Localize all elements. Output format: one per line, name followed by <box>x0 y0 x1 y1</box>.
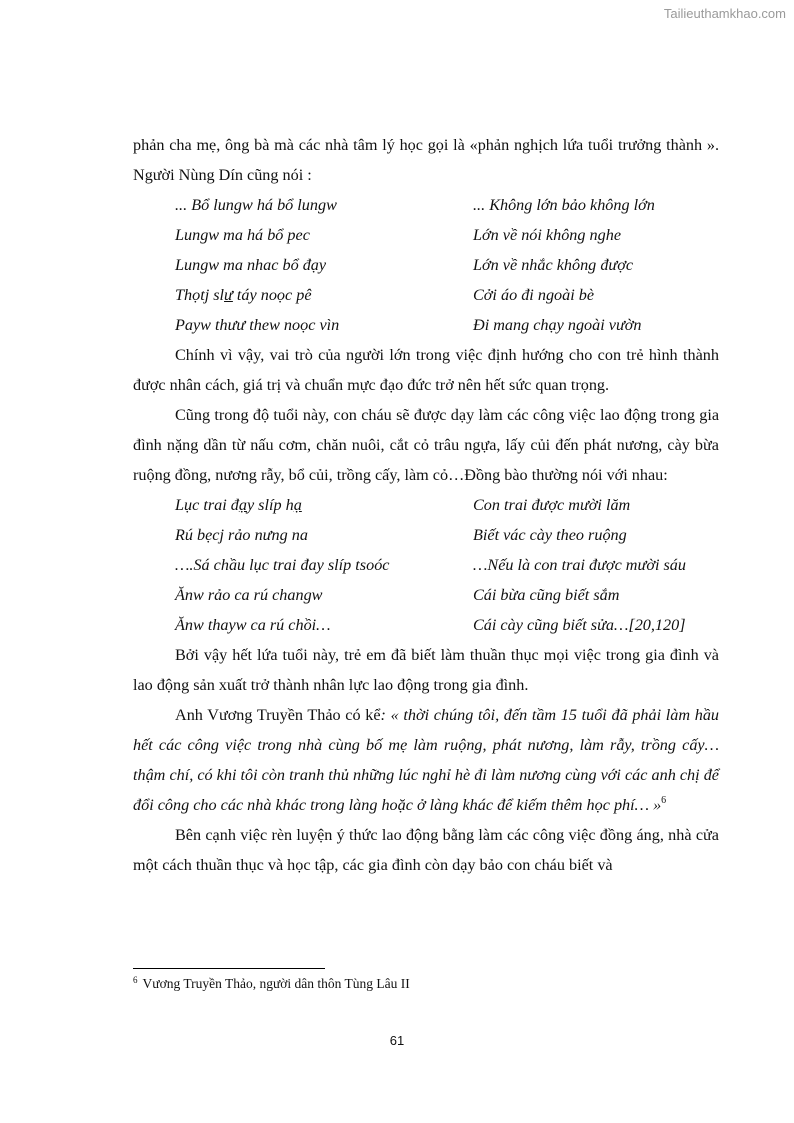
poem-line-translation: Cái cày cũng biết sửa…[20,120] <box>473 616 686 634</box>
interview-quote: : « thời chúng tôi, đến tầm 15 tuổi đã phải làm hầu hết các công việc trong nhà cùng bố mẹ làm ruộng, phát nương, làm rẫy, trồng cấy… thậm chí, có khi tôi còn tranh thủ những lúc nghỉ hè đi làm nương cùng với các anh chị để đổi công cho các nhà khác trong làng hoặc ở làng khác để kiếm thêm học phí… » <box>133 706 720 814</box>
poem-row <box>133 250 719 280</box>
poem-line-translation: ... Không lớn bảo không lớn <box>473 196 655 214</box>
poem-line-nung: ….Sá chầu lục trai đay slíp tsoóc <box>175 556 390 574</box>
poem-line-translation: Con trai được mười lăm <box>473 496 631 514</box>
poem-row <box>133 520 719 550</box>
paragraph-2: Chính vì vậy, vai trò của người lớn trong việc định hướng cho con trẻ hình thành được nhân cách, giá trị và chuẩn mực đạo đức trở nên hết sức quan trọng. <box>133 346 719 394</box>
footnote <box>133 975 410 993</box>
paragraph-intro: phản cha mẹ, ông bà mà các nhà tâm lý học gọi là «phản nghịch lứa tuổi trưởng thành ». Người Nùng Dín cũng nói : <box>133 136 719 184</box>
quote-lead: Anh Vương Truyền Thảo có kể <box>175 706 381 724</box>
footnote-number: 6 <box>133 975 138 985</box>
poem-line-translation: …Nếu là con trai được mười sáu <box>473 556 686 574</box>
poem-line-nung: Thọtj slư táy noọc pê <box>175 286 312 304</box>
poem-row <box>133 550 719 580</box>
poem-1 <box>133 190 719 340</box>
paragraph-6: Bên cạnh việc rèn luyện ý thức lao động bằng làm các công việc đồng áng, nhà cửa một cách thuần thục và học tập, các gia đình còn dạy bảo con cháu biết và <box>133 826 719 874</box>
footnote-divider <box>133 968 325 969</box>
poem-line-nung: Lungw ma nhac bổ đạy <box>175 256 327 274</box>
poem-row <box>133 280 719 310</box>
poem-line-nung: Rú bẹcj rảo nưng na <box>175 526 308 544</box>
poem-line-translation: Cái bừa cũng biết sắm <box>473 586 620 604</box>
poem-line-translation: Biết vác cày theo ruộng <box>473 526 627 544</box>
paragraph-4: Bởi vậy hết lứa tuổi này, trẻ em đã biết làm thuần thục mọi việc trong gia đình và lao động sản xuất trở thành nhân lực lao động trong gia đình. <box>133 646 719 694</box>
poem-line-nung: Ănw thayw ca rú chồi… <box>175 616 331 634</box>
poem-row <box>133 310 719 340</box>
poem-line-nung: Lungw ma há bổ pec <box>175 226 310 244</box>
watermark: Tailieuthamkhao.com <box>663 6 786 21</box>
page-number: 61 <box>389 1033 405 1048</box>
footnote-text: Vương Truyền Thảo, người dân thôn Tùng Lâu II <box>142 976 410 991</box>
paragraph-5 <box>133 700 719 820</box>
footnote-ref: 6 <box>661 795 667 806</box>
poem-line-translation: Lớn về nhắc không được <box>473 256 634 274</box>
poem-row <box>133 190 719 220</box>
page-body <box>133 130 719 880</box>
poem-row <box>133 580 719 610</box>
poem-row <box>133 490 719 520</box>
poem-row <box>133 220 719 250</box>
poem-line-nung: Ănw rảo ca rú changw <box>175 586 323 604</box>
paragraph-3: Cũng trong độ tuổi này, con cháu sẽ được dạy làm các công việc lao động trong gia đình nặng dần từ nấu cơm, chăn nuôi, cắt cỏ trâu ngựa, lấy củi đến phát nương, cày bừa ruộng đồng, nương rẫy, bổ củi, trồng cấy, làm cỏ…Đồng bào thường nói với nhau: <box>133 406 719 484</box>
poem-2 <box>133 490 719 640</box>
poem-line-nung: Payw thưư thew noọc vìn <box>175 316 340 334</box>
poem-row <box>133 610 719 640</box>
poem-line-nung: ... Bổ lungw há bổ lungw <box>175 196 337 214</box>
poem-line-nung: Lục trai đạy slíp hạ <box>175 496 302 514</box>
poem-line-translation: Cởi áo đi ngoài bè <box>473 286 595 304</box>
poem-line-translation: Đi mang chạy ngoài vườn <box>473 316 642 334</box>
poem-line-translation: Lớn về nói không nghe <box>473 226 622 244</box>
